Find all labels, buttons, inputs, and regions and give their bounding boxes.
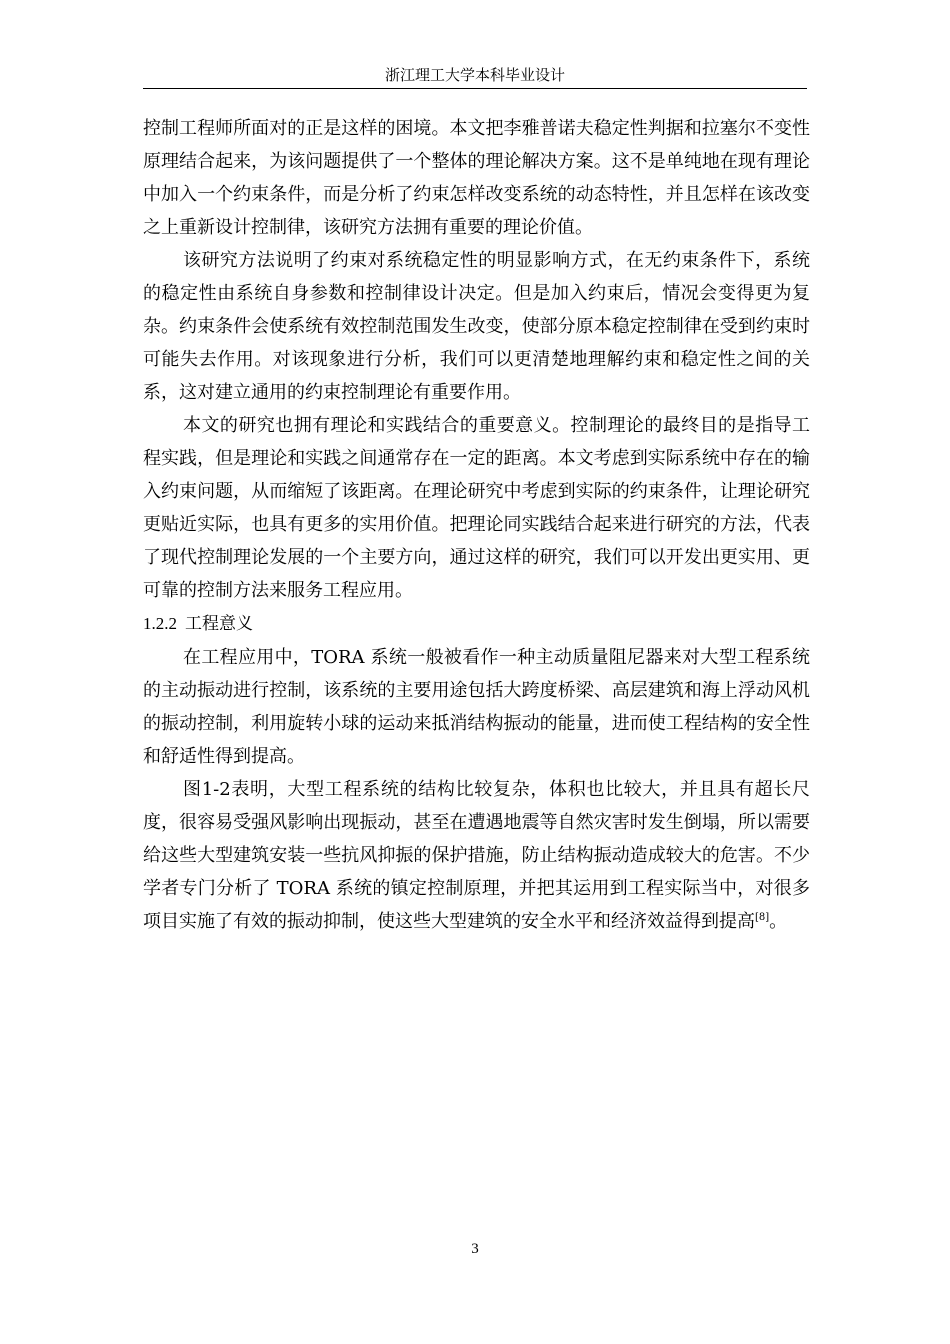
paragraph-3: 本文的研究也拥有理论和实践结合的重要意义。控制理论的最终目的是指导工程实践，但是理论和实践之间通常存在一定的距离。本文考虑到实际系统中存在的输入约束问题，从而缩短了该距离。在理论研究中考虑到实际的约束条件，让理论研究更贴近实际，也具有更多的实用价值。把理论同实践结合起来进行研究的方法，代表了现代控制理论发展的一个主要方向，通过这样的研究，我们可以开发出更实用、更可靠的控制方法来服务工程应用。 (143, 415, 810, 601)
paragraph-5-end: 。 (769, 911, 788, 932)
page-body (143, 112, 810, 938)
section-number: 1.2.2 (143, 614, 177, 633)
section-title: 工程意义 (185, 614, 253, 634)
paragraph-4: 在工程应用中，TORA 系统一般被看作一种主动质量阻尼器来对大型工程系统的主动振动进行控制，该系统的主要用途包括大跨度桥梁、高层建筑和海上浮动风机的振动控制，利用旋转小球的运动来抵消结构振动的能量，进而使工程结构的安全性和舒适性得到提高。 (143, 647, 810, 767)
paragraph-1: 控制工程师所面对的正是这样的困境。本文把李雅普诺夫稳定性判据和拉塞尔不变性原理结合起来，为该问题提供了一个整体的理论解决方案。这不是单纯地在现有理论中加入一个约束条件，而是分析了约束怎样改变系统的动态特性，并且怎样在该改变之上重新设计控制律，该研究方法拥有重要的理论价值。 (143, 118, 810, 238)
header-rule (143, 88, 807, 89)
paragraph-5 (143, 773, 810, 938)
paragraph-5-text: 图1-2表明，大型工程系统的结构比较复杂，体积也比较大，并且具有超长尺度，很容易受强风影响出现振动，甚至在遭遇地震等自然灾害时发生倒塌，所以需要给这些大型建筑安装一些抗风抑振的保护措施，防止结构振动造成较大的危害。不少学者专门分析了 TORA 系统的镇定控制原理，并把其运用到工程实际当中，对很多项目实施了有效的振动抑制，使这些大型建筑的安全水平和经济效益得到提高 (143, 779, 810, 932)
page-header: 浙江理工大学本科毕业设计 (384, 66, 565, 84)
section-heading (143, 607, 810, 641)
page-number: 3 (471, 1241, 479, 1257)
citation-reference: [8] (755, 912, 770, 923)
paragraph-2: 该研究方法说明了约束对系统稳定性的明显影响方式，在无约束条件下，系统的稳定性由系统自身参数和控制律设计决定。但是加入约束后，情况会变得更为复杂。约束条件会使系统有效控制范围发生改变，使部分原本稳定控制律在受到约束时可能失去作用。对该现象进行分析，我们可以更清楚地理解约束和稳定性之间的关系，这对建立通用的约束控制理论有重要作用。 (143, 250, 810, 403)
